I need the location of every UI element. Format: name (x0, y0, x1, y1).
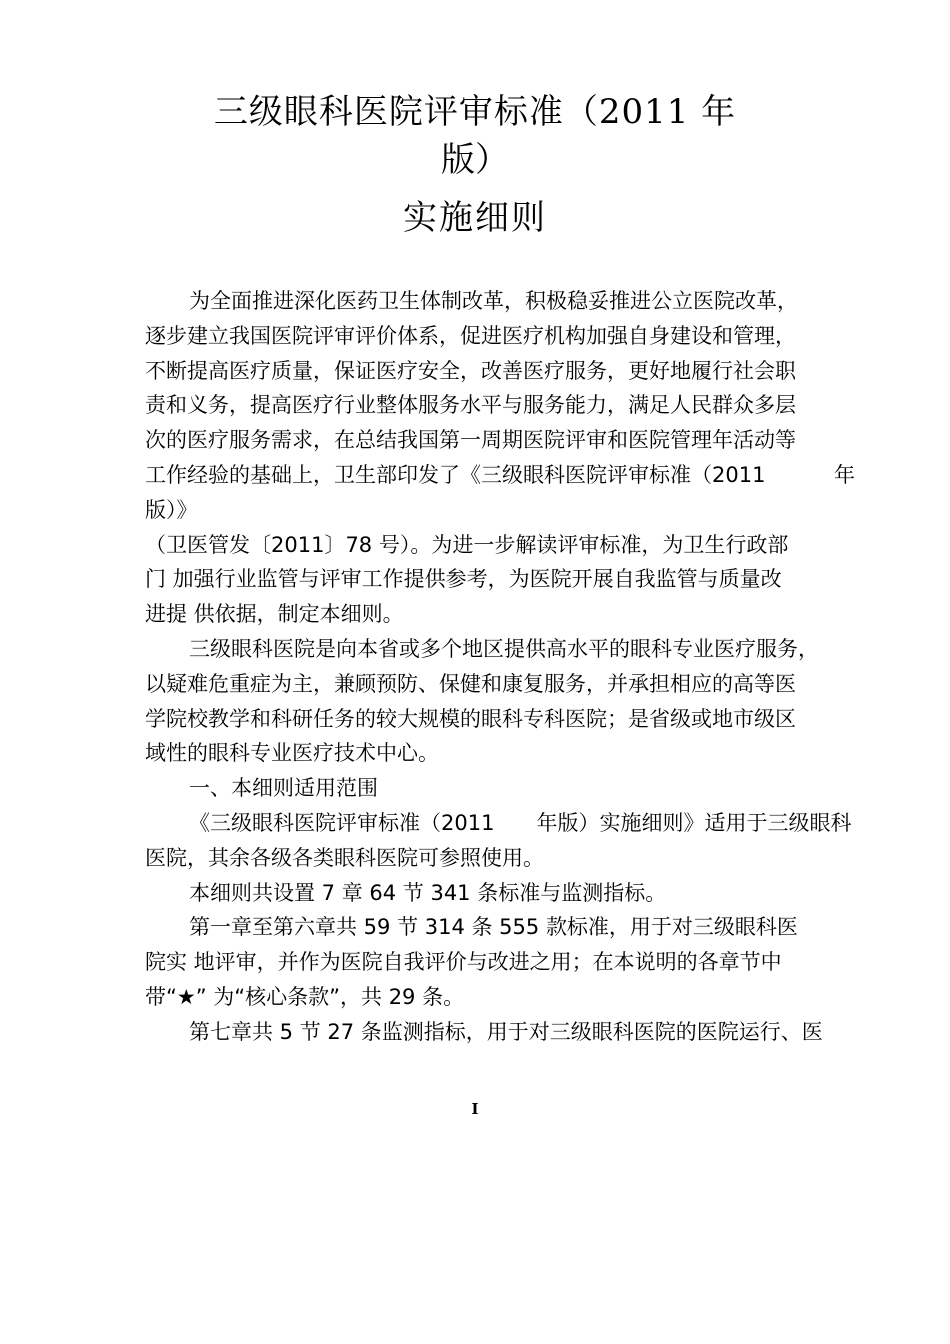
body-line: 院实 地评审，并作为医院自我评价与改进之用；在本说明的各章节中 (145, 950, 782, 975)
body-line: 《三级眼科医院评审标准（2011 年版）实施细则》适用于三级眼科 (189, 810, 852, 835)
body-line: 学院校教学和科研任务的较大规模的眼科专科医院；是省级或地市级区 (145, 706, 796, 731)
body-line: 不断提高医疗质量，保证医疗安全，改善医疗服务，更好地履行社会职 (145, 358, 796, 383)
body-line: 版）》 (145, 497, 198, 522)
title-line-3: 实施细则 (403, 198, 547, 238)
section-heading: 一、本细则适用范围 (189, 776, 378, 801)
body-line: 域性的眼科专业医疗技术中心。 (145, 741, 439, 766)
body-line: 责和义务，提高医疗行业整体服务水平与服务能力，满足人民群众多层 (145, 393, 796, 418)
body-line: 以疑难危重症为主，兼顾预防、保健和康复服务，并承担相应的高等医 (145, 671, 796, 696)
body-line: 医院，其余各级各类眼科医院可参照使用。 (145, 845, 544, 870)
document-body (145, 284, 855, 1050)
body-line-right: 年 (834, 462, 855, 487)
body-line: 带“★” 为“核心条款”，共 29 条。 (145, 984, 465, 1009)
body-line: 三级眼科医院是向本省或多个地区提供高水平的眼科专业医疗服务， (189, 636, 819, 661)
document-title (0, 88, 950, 242)
body-line-left: 工作经验的基础上，卫生部印发了《三级眼科医院评审标准（2011 (145, 462, 766, 487)
body-line: 次的医疗服务需求，在总结我国第一周期医院评审和医院管理年活动等 (145, 428, 796, 453)
body-line-split (145, 458, 855, 493)
body-line: 门 加强行业监管与评审工作提供参考，为医院开展自我监管与质量改 (145, 567, 782, 592)
body-line: 逐步建立我国医院评审评价体系，促进医疗机构加强自身建设和管理， (145, 323, 796, 348)
body-line: 第一章至第六章共 59 节 314 条 555 款标准，用于对三级眼科医 (189, 915, 798, 940)
body-line: 进提 供依据，制定本细则。 (145, 602, 404, 627)
page-number: I (471, 1100, 479, 1118)
body-line: 为全面推进深化医药卫生体制改革，积极稳妥推进公立医院改革， (189, 289, 798, 313)
body-line: 第七章共 5 节 27 条监测指标，用于对三级眼科医院的医院运行、医 (189, 1019, 823, 1044)
body-line: 本细则共设置 7 章 64 节 341 条标准与监测指标。 (189, 880, 667, 905)
title-line-1: 三级眼科医院评审标准（2011 年 (213, 92, 737, 132)
body-line: （卫医管发〔2011〕78 号）。为进一步解读评审标准，为卫生行政部 (145, 532, 789, 557)
title-line-2: 版） (441, 140, 509, 180)
